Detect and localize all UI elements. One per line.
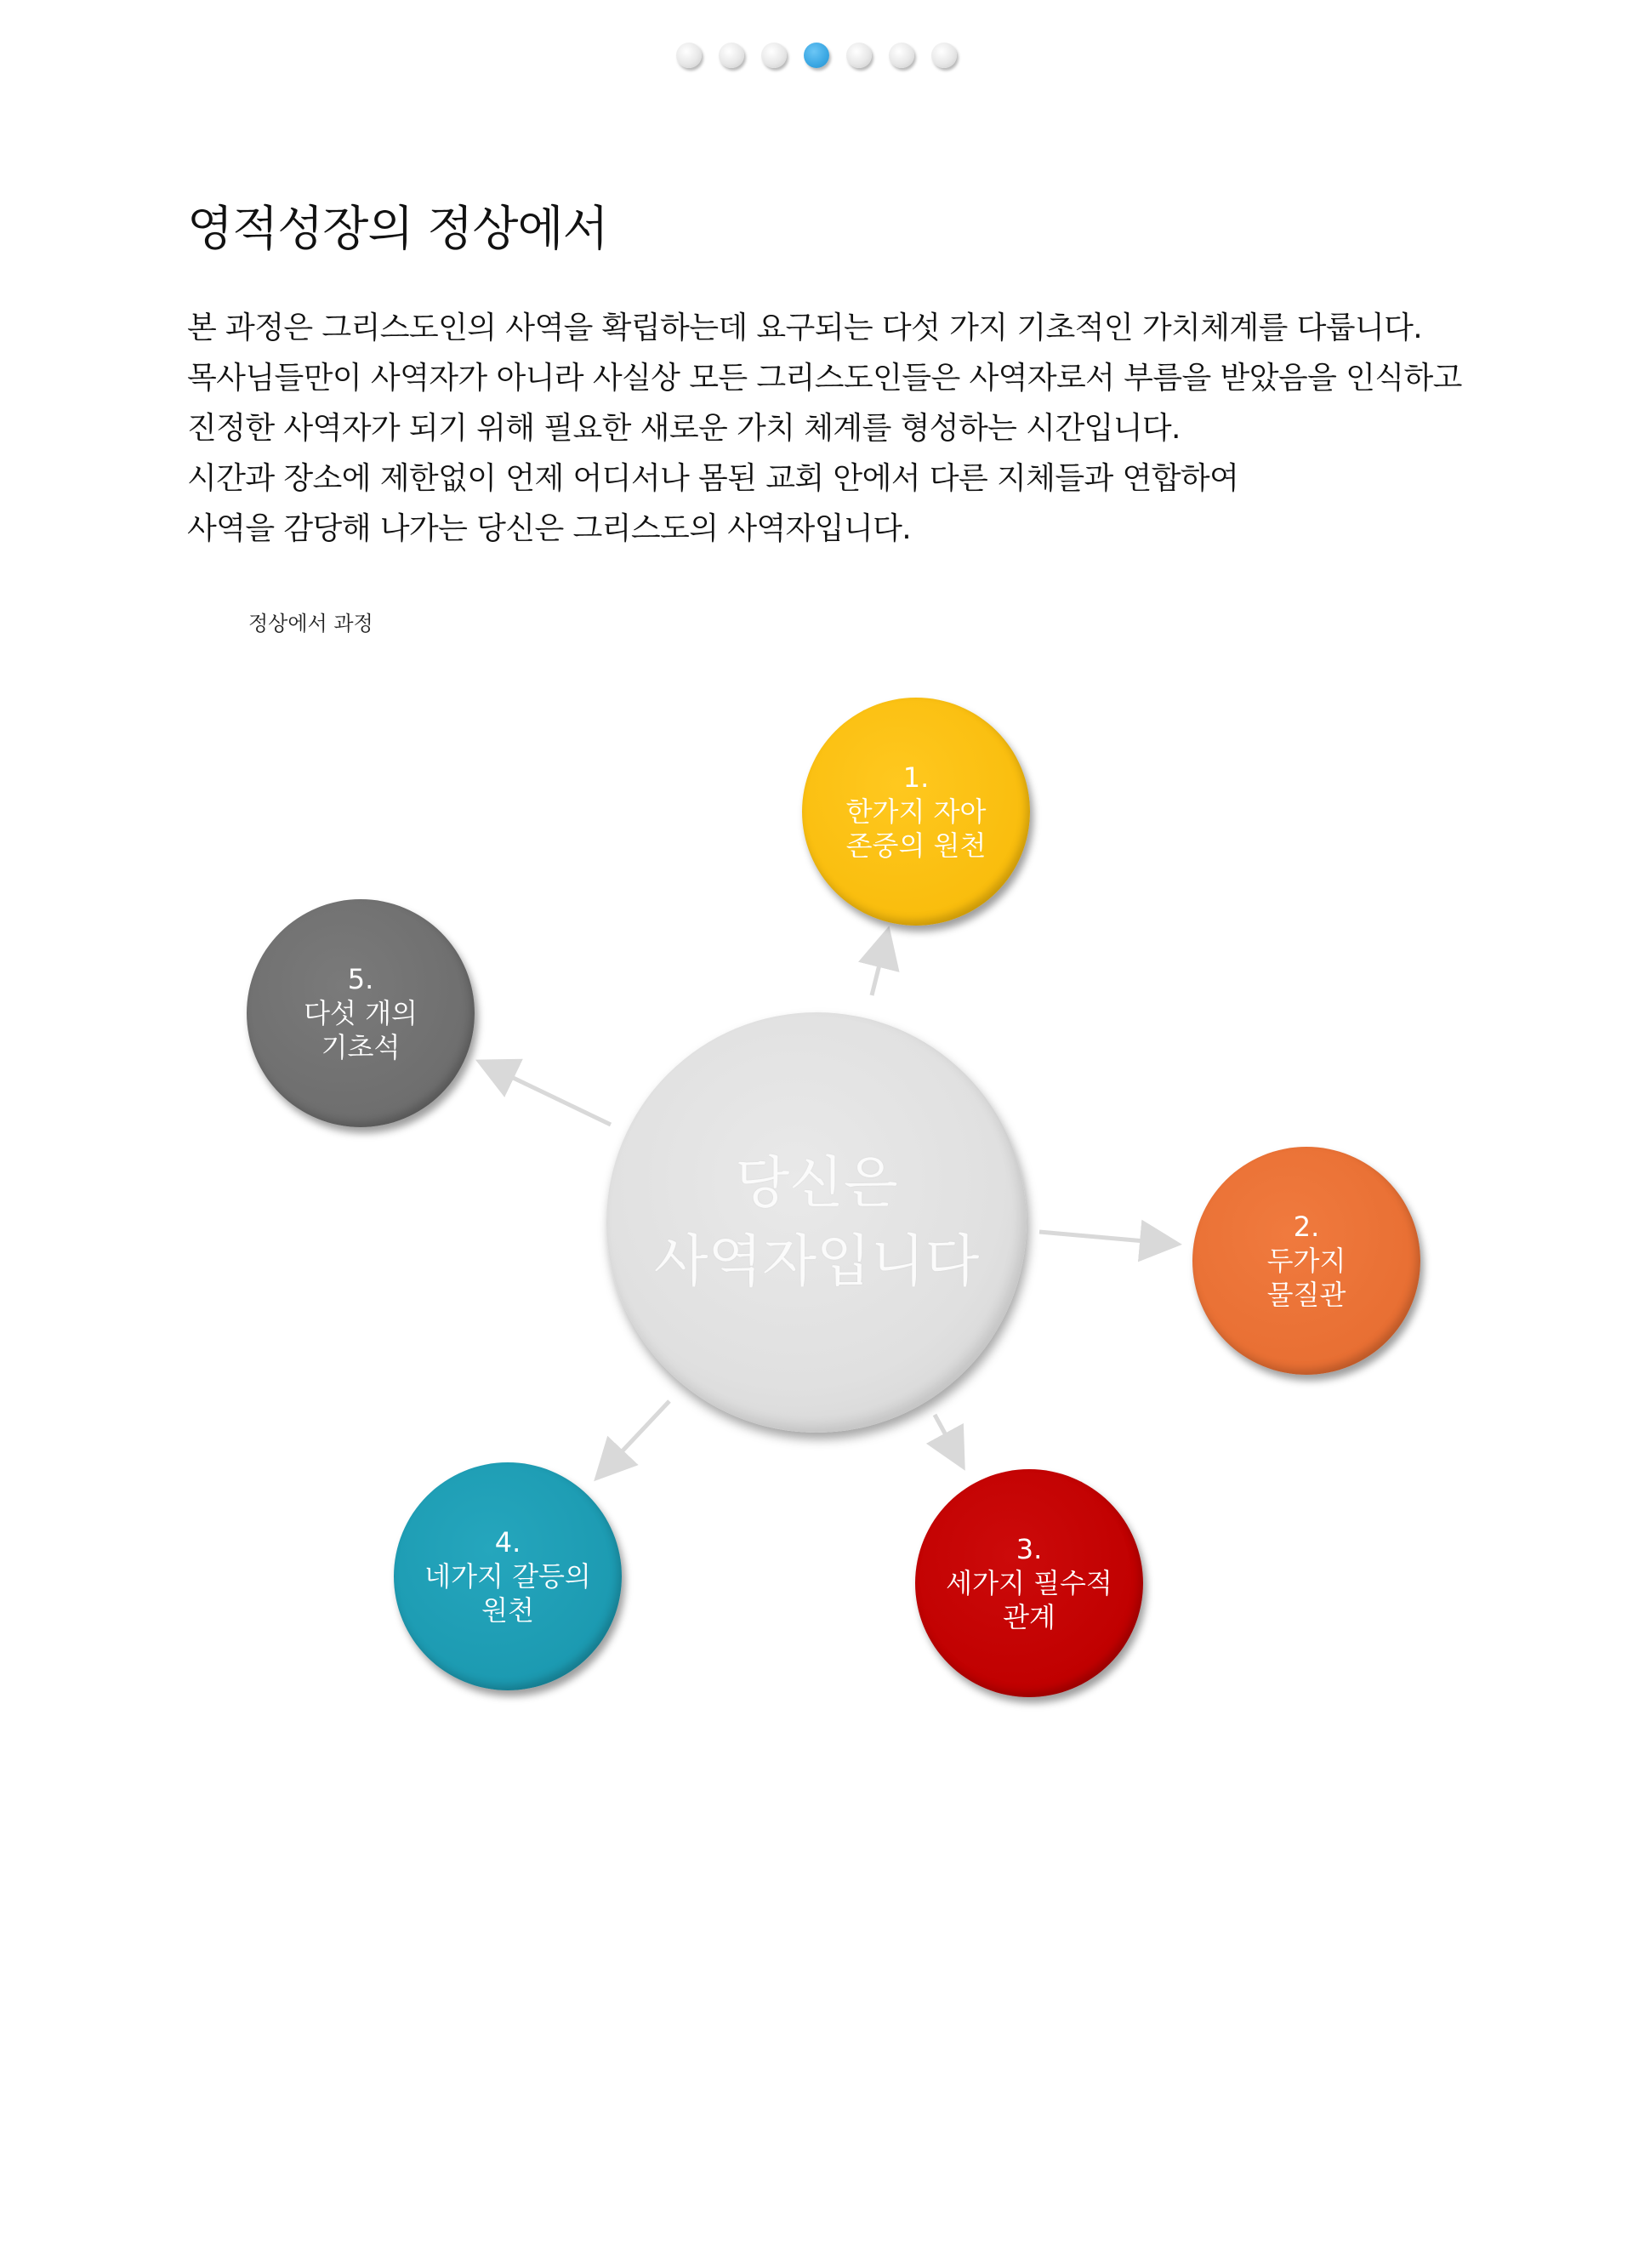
page-dot-6[interactable] bbox=[889, 43, 914, 68]
node-2-label-line-1: 두가지 bbox=[1266, 1245, 1346, 1277]
node-1-label-line-2: 존중의 원천 bbox=[845, 829, 987, 862]
node-5-label-line-2: 기초석 bbox=[321, 1031, 401, 1063]
node-1-label-line-1: 한가지 자아 bbox=[845, 795, 987, 828]
intro-paragraph-3: 진정한 사역자가 되기 위해 필요한 새로운 가치 체계를 형성하는 시간입니다. bbox=[187, 411, 1181, 446]
center-text-line-2: 사역자입니다 bbox=[653, 1228, 980, 1294]
arrow-to-node-2 bbox=[1039, 1232, 1174, 1244]
arrow-to-node-5 bbox=[483, 1063, 611, 1125]
cycle-diagram bbox=[0, 664, 1633, 1735]
page-dot-7[interactable] bbox=[931, 43, 957, 68]
node-1-self-esteem bbox=[802, 698, 1030, 926]
page-title: 영적성장의 정상에서 bbox=[187, 202, 608, 257]
page-dot-4-active[interactable] bbox=[804, 43, 829, 68]
node-3-relationships bbox=[915, 1469, 1143, 1697]
page-dot-2[interactable] bbox=[719, 43, 744, 68]
center-text-line-1: 당신은 bbox=[735, 1150, 898, 1216]
intro-paragraph-4: 시간과 장소에 제한없이 언제 어디서나 몸된 교회 안에서 다른 지체들과 연합하여 bbox=[187, 461, 1239, 496]
node-3-label-line-2: 관계 bbox=[1003, 1601, 1055, 1633]
node-3-label-line-1: 세가지 필수적 bbox=[946, 1567, 1112, 1599]
node-5-number: 5. bbox=[347, 963, 374, 995]
arrow-to-node-4 bbox=[600, 1401, 669, 1475]
node-4-conflict-sources bbox=[394, 1462, 622, 1690]
node-2-number: 2. bbox=[1293, 1211, 1320, 1243]
node-3-number: 3. bbox=[1016, 1533, 1043, 1565]
node-5-foundation-stones bbox=[247, 899, 475, 1127]
page-dot-1[interactable] bbox=[676, 43, 702, 68]
arrow-to-node-3 bbox=[935, 1415, 961, 1463]
node-2-material-view bbox=[1192, 1147, 1420, 1375]
arrow-to-node-1 bbox=[872, 934, 887, 995]
node-4-label-line-2: 원천 bbox=[481, 1594, 534, 1627]
center-circle bbox=[606, 1012, 1027, 1433]
node-4-number: 4. bbox=[494, 1526, 521, 1559]
node-5-label-line-1: 다섯 개의 bbox=[304, 997, 418, 1029]
node-4-label-line-1: 네가지 갈등의 bbox=[424, 1560, 591, 1593]
node-2-label-line-2: 물질관 bbox=[1266, 1279, 1346, 1311]
intro-paragraph-5: 사역을 감당해 나가는 당신은 그리스도의 사역자입니다. bbox=[187, 511, 912, 546]
page-dot-5[interactable] bbox=[846, 43, 872, 68]
page-indicator bbox=[0, 43, 1633, 68]
intro-paragraph-1: 본 과정은 그리스도인의 사역을 확립하는데 요구되는 다섯 가지 기초적인 가치체계를 다룹니다. bbox=[187, 311, 1423, 345]
intro-paragraph-2: 목사님들만이 사역자가 아니라 사실상 모든 그리스도인들은 사역자로서 부름을 받았음을 인식하고 bbox=[187, 361, 1462, 396]
diagram-caption: 정상에서 과정 bbox=[248, 612, 373, 635]
node-1-number: 1. bbox=[902, 761, 930, 794]
page-dot-3[interactable] bbox=[761, 43, 787, 68]
intro-text bbox=[187, 303, 1514, 554]
